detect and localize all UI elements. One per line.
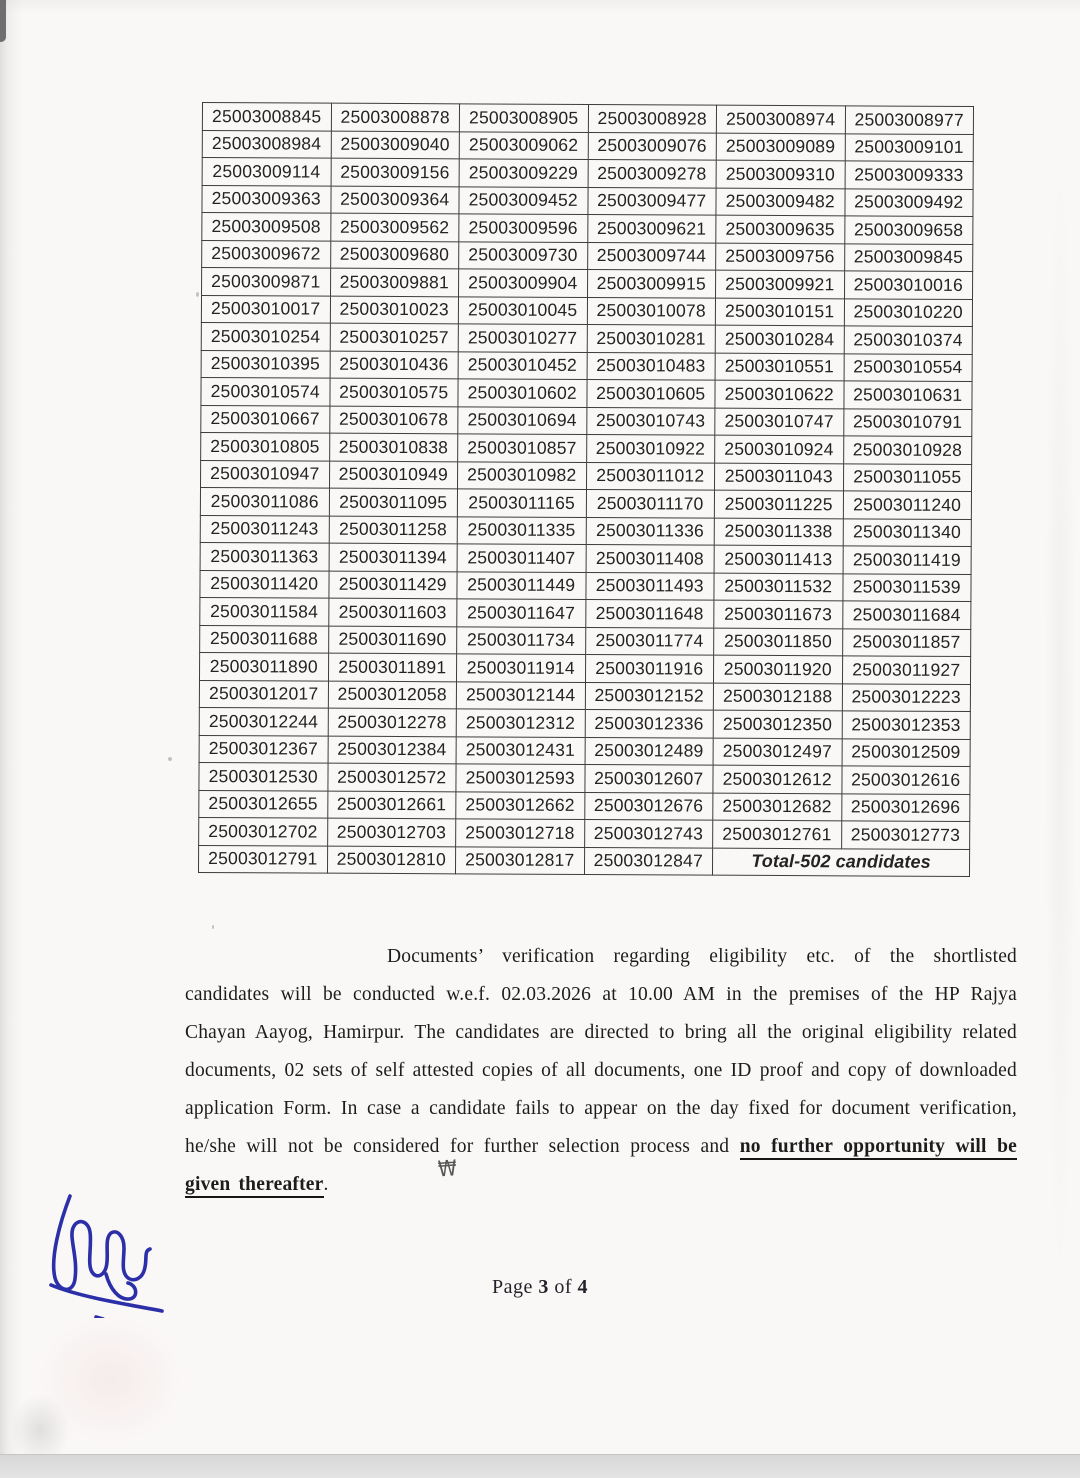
- table-row: [200, 515, 971, 547]
- page-total: 4: [577, 1276, 589, 1298]
- roll-number-cell: 25003010947: [201, 460, 330, 488]
- roll-number-cell: 25003011648: [585, 599, 714, 627]
- roll-number-cell: 25003009452: [459, 186, 588, 214]
- roll-number-cell: 25003011336: [586, 517, 715, 545]
- roll-number-cell: 25003012847: [584, 847, 713, 875]
- roll-number-cell: 25003011539: [842, 573, 971, 601]
- roll-number-cell: 25003012497: [713, 738, 842, 766]
- roll-number-cell: 25003012718: [456, 819, 585, 847]
- roll-number-cell: 25003009364: [330, 186, 459, 214]
- roll-number-cell: 25003009482: [716, 188, 845, 216]
- roll-number-cell: 25003011340: [843, 518, 972, 546]
- roll-number-cell: 25003012336: [585, 709, 714, 737]
- table-row: [200, 625, 971, 657]
- roll-number-cell: 25003010254: [201, 322, 330, 350]
- table-row: [202, 130, 973, 162]
- roll-number-cell: 25003012058: [328, 681, 457, 709]
- roll-number-cell: 25003009089: [716, 133, 845, 161]
- roll-number-cell: 25003010016: [844, 271, 973, 299]
- roll-number-cell: 25003012017: [199, 680, 328, 708]
- roll-number-cell: 25003012593: [456, 764, 585, 792]
- roll-number-cell: 25003010924: [715, 435, 844, 463]
- roll-number-cell: 25003010023: [330, 296, 459, 324]
- roll-number-cell: 25003010838: [329, 433, 458, 461]
- roll-number-cell: 25003009477: [587, 187, 716, 215]
- roll-number-cell: 25003012703: [327, 818, 456, 846]
- roll-number-cell: 25003011363: [200, 542, 329, 570]
- roll-number-cell: 25003009333: [845, 161, 974, 189]
- roll-number-cell: 25003012489: [585, 737, 714, 765]
- roll-number-cell: 25003010220: [844, 298, 973, 326]
- roll-number-cell: 25003009881: [330, 268, 459, 296]
- roll-number-cell: 25003012761: [713, 820, 842, 848]
- roll-number-cell: 25003010551: [715, 353, 844, 381]
- roll-number-cell: 25003012817: [455, 846, 584, 874]
- roll-number-cell: 25003010922: [586, 435, 715, 463]
- table-row: [202, 157, 973, 189]
- roll-number-cell: 25003012662: [456, 791, 585, 819]
- roll-number-grid: [198, 102, 974, 877]
- roll-number-cell: 25003010631: [843, 381, 972, 409]
- table-row: [199, 762, 970, 794]
- roll-number-cell: 25003012616: [841, 766, 970, 794]
- roll-number-cell: 25003009040: [331, 131, 460, 159]
- roll-number-cell: 25003009596: [459, 214, 588, 242]
- roll-number-table: [198, 102, 974, 877]
- roll-number-cell: 25003010743: [586, 407, 715, 435]
- table-row: [201, 405, 972, 437]
- roll-number-cell: 25003010483: [587, 352, 716, 380]
- roll-number-cell: 25003011684: [842, 601, 971, 629]
- table-row: [202, 240, 973, 272]
- roll-number-cell: 25003009156: [331, 158, 460, 186]
- table-row: [201, 322, 972, 354]
- roll-number-cell: 25003008845: [202, 102, 331, 130]
- roll-number-cell: 25003011916: [585, 654, 714, 682]
- notice-underlined-text: no further opportunity will be given thereafter: [185, 1136, 1017, 1198]
- table-row: [199, 790, 970, 822]
- roll-number-cell: 25003011449: [457, 571, 586, 599]
- roll-number-cell: 25003012353: [842, 711, 971, 739]
- roll-number-cell: 25003011927: [842, 656, 971, 684]
- roll-number-cell: 25003011413: [714, 545, 843, 573]
- roll-number-cell: 25003009363: [202, 185, 331, 213]
- roll-number-cell: 25003011914: [456, 654, 585, 682]
- roll-number-cell: 25003012530: [199, 762, 328, 790]
- verification-notice-paragraph: [185, 938, 1017, 1204]
- roll-number-cell: 25003011170: [586, 490, 715, 518]
- roll-number-cell: 25003012655: [199, 790, 328, 818]
- roll-number-cell: 25003009845: [844, 243, 973, 271]
- roll-number-cell: 25003011043: [714, 463, 843, 491]
- roll-number-cell: 25003009658: [844, 216, 973, 244]
- roll-number-cell: 25003010747: [715, 408, 844, 436]
- roll-number-cell: 25003011407: [457, 544, 586, 572]
- roll-number-cell: 25003012188: [713, 683, 842, 711]
- roll-number-cell: 25003012152: [585, 682, 714, 710]
- roll-number-cell: 25003011012: [586, 462, 715, 490]
- roll-number-cell: 25003011394: [329, 543, 458, 571]
- roll-number-cell: 25003012682: [713, 793, 842, 821]
- ink-mark-icon: ₩: [437, 1155, 458, 1183]
- roll-number-cell: 25003010045: [458, 296, 587, 324]
- roll-number-cell: 25003012384: [328, 736, 457, 764]
- roll-number-cell: 25003009621: [587, 215, 716, 243]
- table-row: [202, 102, 973, 134]
- roll-number-cell: 25003009492: [844, 188, 973, 216]
- roll-number-cell: 25003010667: [201, 405, 330, 433]
- page-current: 3: [538, 1276, 549, 1298]
- roll-number-cell: 25003011920: [713, 655, 842, 683]
- roll-number-cell: 25003011055: [843, 463, 972, 491]
- roll-number-cell: 25003010694: [458, 406, 587, 434]
- roll-number-cell: 25003011603: [328, 598, 457, 626]
- roll-number-cell: 25003009278: [588, 160, 717, 188]
- roll-number-cell: 25003010554: [844, 353, 973, 381]
- roll-number-cell: 25003009114: [202, 157, 331, 185]
- roll-number-cell: 25003010982: [458, 461, 587, 489]
- table-row: [199, 817, 970, 849]
- roll-number-cell: 25003012572: [327, 763, 456, 791]
- roll-number-cell: 25003011688: [200, 625, 329, 653]
- roll-number-cell: 25003010395: [201, 350, 330, 378]
- roll-number-cell: 25003011095: [329, 488, 458, 516]
- roll-number-cell: 25003008905: [459, 104, 588, 132]
- table-row: [201, 295, 972, 327]
- roll-number-cell: 25003008928: [588, 105, 717, 133]
- roll-number-cell: 25003011419: [843, 546, 972, 574]
- table-row: [202, 185, 973, 217]
- roll-number-cell: 25003011584: [200, 597, 329, 625]
- roll-number-cell: 25003012367: [199, 735, 328, 763]
- table-row: [200, 570, 971, 602]
- table-row: [199, 707, 970, 739]
- scan-speck: [212, 925, 214, 929]
- roll-number-cell: 25003009744: [587, 242, 716, 270]
- roll-number-cell: 25003009562: [330, 213, 459, 241]
- roll-number-cell: 25003011086: [200, 487, 329, 515]
- roll-number-cell: 25003009904: [459, 269, 588, 297]
- table-row: [199, 652, 970, 684]
- roll-number-cell: 25003011258: [329, 516, 458, 544]
- roll-number-cell: 25003010257: [330, 323, 459, 351]
- roll-number-cell: 25003010928: [843, 436, 972, 464]
- roll-number-cell: 25003008977: [845, 106, 974, 134]
- roll-number-cell: 25003010805: [201, 432, 330, 460]
- roll-table-body: [198, 102, 973, 876]
- of-word: of: [554, 1276, 573, 1298]
- table-row: [200, 542, 971, 574]
- page-word: Page: [491, 1276, 533, 1298]
- roll-number-cell: 25003008878: [331, 103, 460, 131]
- roll-number-cell: 25003011335: [457, 516, 586, 544]
- roll-number-cell: 25003009680: [330, 241, 459, 269]
- roll-number-cell: 25003011890: [199, 652, 328, 680]
- roll-number-cell: 25003012607: [584, 764, 713, 792]
- roll-number-cell: 25003011891: [328, 653, 457, 681]
- table-row: [202, 267, 973, 299]
- roll-number-cell: 25003010574: [201, 377, 330, 405]
- roll-number-cell: 25003011408: [586, 544, 715, 572]
- notice-period: .: [323, 1173, 329, 1195]
- roll-number-cell: 25003010151: [715, 298, 844, 326]
- table-row: [201, 460, 972, 492]
- scan-speck: [168, 757, 172, 761]
- roll-number-cell: 25003011532: [714, 573, 843, 601]
- table-row-last: [198, 845, 969, 877]
- roll-number-cell: 25003009756: [716, 243, 845, 271]
- scan-speck: [196, 292, 199, 297]
- roll-number-cell: 25003009635: [716, 215, 845, 243]
- roll-number-cell: 25003012144: [456, 681, 585, 709]
- roll-number-cell: 25003010949: [329, 461, 458, 489]
- roll-number-cell: 25003011420: [200, 570, 329, 598]
- roll-number-cell: 25003010602: [458, 379, 587, 407]
- roll-number-cell: 25003011165: [457, 489, 586, 517]
- roll-number-cell: 25003010575: [329, 378, 458, 406]
- roll-number-cell: 25003010284: [715, 325, 844, 353]
- roll-number-cell: 25003012696: [841, 793, 970, 821]
- roll-number-cell: 25003011774: [585, 627, 714, 655]
- roll-number-cell: 25003012743: [584, 819, 713, 847]
- roll-number-cell: 25003009921: [716, 270, 845, 298]
- roll-number-cell: 25003009730: [459, 241, 588, 269]
- roll-number-cell: 25003012773: [841, 821, 970, 849]
- roll-number-cell: 25003010452: [458, 351, 587, 379]
- roll-number-cell: 25003011240: [843, 491, 972, 519]
- table-row: [201, 377, 972, 409]
- roll-number-cell: 25003011647: [457, 599, 586, 627]
- roll-number-cell: 25003010436: [330, 351, 459, 379]
- total-candidates-cell: Total-502 candidates: [712, 848, 969, 877]
- roll-number-cell: 25003012676: [584, 792, 713, 820]
- table-row: [199, 735, 970, 767]
- roll-number-cell: 25003011243: [200, 515, 329, 543]
- roll-number-cell: 25003009101: [845, 133, 974, 161]
- roll-number-cell: 25003010374: [844, 326, 973, 354]
- table-row: [201, 432, 972, 464]
- roll-number-cell: 25003009871: [202, 267, 331, 295]
- roll-number-cell: 25003009672: [202, 240, 331, 268]
- roll-number-cell: 25003012278: [328, 708, 457, 736]
- roll-number-cell: 25003008984: [202, 130, 331, 158]
- roll-number-cell: 25003012702: [199, 817, 328, 845]
- roll-number-cell: 25003011338: [714, 518, 843, 546]
- roll-number-cell: 25003012223: [842, 683, 971, 711]
- roll-number-cell: 25003010281: [587, 325, 716, 353]
- table-row: [202, 212, 973, 244]
- roll-number-cell: 25003010277: [458, 324, 587, 352]
- roll-number-cell: 25003012244: [199, 707, 328, 735]
- page-number: [0, 1276, 1080, 1299]
- roll-number-cell: 25003010857: [458, 434, 587, 462]
- roll-number-cell: 25003009229: [459, 159, 588, 187]
- table-row: [200, 597, 971, 629]
- roll-number-cell: 25003010791: [843, 408, 972, 436]
- roll-number-cell: 25003011850: [714, 628, 843, 656]
- table-row: [199, 680, 970, 712]
- roll-number-cell: 25003010605: [586, 380, 715, 408]
- roll-number-cell: 25003012350: [713, 710, 842, 738]
- roll-number-cell: 25003012791: [198, 845, 327, 873]
- roll-number-cell: 25003012612: [713, 765, 842, 793]
- roll-number-cell: 25003010678: [329, 406, 458, 434]
- roll-number-cell: 25003010622: [715, 380, 844, 408]
- scan-bottom-edge: [0, 1454, 1080, 1478]
- roll-number-cell: 25003011857: [842, 628, 971, 656]
- table-row: [201, 350, 972, 382]
- roll-number-cell: 25003010078: [587, 297, 716, 325]
- roll-number-cell: 25003011429: [328, 571, 457, 599]
- roll-number-cell: 25003009915: [587, 270, 716, 298]
- roll-number-cell: 25003009076: [588, 132, 717, 160]
- roll-number-cell: 25003009310: [716, 160, 845, 188]
- roll-number-cell: 25003010017: [201, 295, 330, 323]
- roll-number-cell: 25003011673: [714, 600, 843, 628]
- roll-number-cell: 25003012431: [456, 736, 585, 764]
- notice-body-text: Documents’ verification regarding eligibility etc. of the shortlisted candidates will be conducted w.e.f. 02.03.2026 at 10.00 AM in the premises of the HP Rajya Chayan Aayog, Hamirpur. The candidates are directed to bring all the original eligibility related documents, 02 sets of self attested copies of all documents, one ID proof and copy of downloaded application Form. In case a candidate fails to appear on the day fixed for document verification, he/she will not be considered for further selection process and: [185, 945, 1017, 1157]
- scan-corner-artifact: [0, 0, 6, 42]
- roll-number-cell: 25003011225: [714, 490, 843, 518]
- roll-number-cell: 25003012312: [456, 709, 585, 737]
- roll-number-cell: 25003012509: [842, 738, 971, 766]
- roll-number-cell: 25003012810: [327, 846, 456, 874]
- roll-number-cell: 25003011734: [457, 626, 586, 654]
- roll-number-cell: 25003012661: [327, 791, 456, 819]
- roll-number-cell: 25003009062: [459, 131, 588, 159]
- roll-number-cell: 25003009508: [202, 212, 331, 240]
- table-row: [200, 487, 971, 519]
- roll-number-cell: 25003011690: [328, 626, 457, 654]
- roll-number-cell: 25003011493: [585, 572, 714, 600]
- roll-number-cell: 25003008974: [716, 105, 845, 133]
